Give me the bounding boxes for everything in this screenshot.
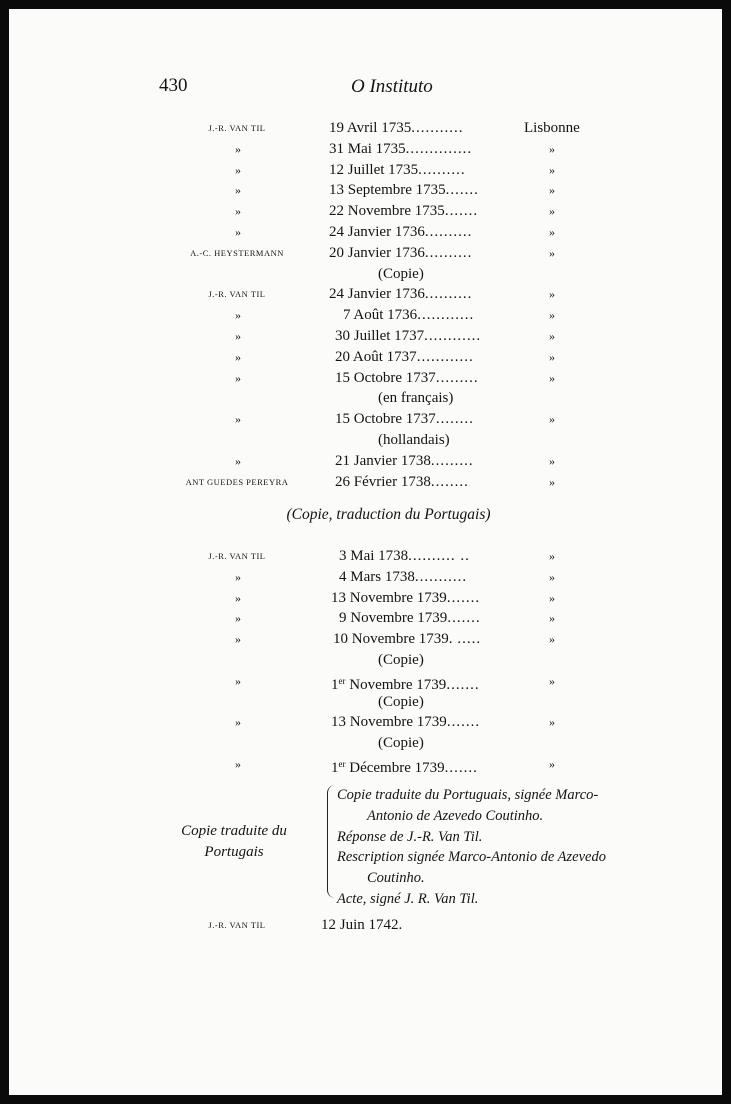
ditto-mark: » <box>549 162 555 177</box>
date: 1er Novembre 1739....... <box>331 675 480 693</box>
letter-list <box>9 118 722 492</box>
ditto-mark: » <box>235 756 241 771</box>
ditto-mark: » <box>549 224 555 239</box>
brace-line-text: Réponse de J.-R. Van Til. <box>337 828 483 845</box>
brace-label: Copie traduite du Portugais <box>181 823 287 860</box>
ditto-mark: » <box>549 756 555 771</box>
brace-icon <box>327 785 336 898</box>
ditto-mark: » <box>235 370 241 385</box>
ditto-mark: » <box>235 224 241 239</box>
summary-brace <box>9 785 722 905</box>
letter-list-2 <box>9 546 722 775</box>
ditto-mark: » <box>549 370 555 385</box>
list-item <box>9 347 722 368</box>
date: 12 Juillet 1735.......... <box>329 161 466 178</box>
ditto-mark: » <box>549 474 555 489</box>
note: (en français) <box>378 390 454 407</box>
note: (Copie) <box>378 735 424 752</box>
ditto-mark: » <box>549 183 555 198</box>
ditto-mark: » <box>549 715 555 730</box>
list-item <box>9 608 722 629</box>
author: J.-R. VAN TIL <box>208 551 266 561</box>
ditto-mark: » <box>235 308 241 323</box>
ditto-mark: » <box>235 590 241 605</box>
list-item <box>9 222 722 243</box>
place: Lisbonne <box>524 120 580 136</box>
ditto-mark: » <box>549 673 555 688</box>
date: 24 Janvier 1736.......... <box>329 286 473 303</box>
ditto-mark: » <box>235 162 241 177</box>
note: (Copie) <box>378 693 424 710</box>
date: 21 Janvier 1738......... <box>335 452 474 469</box>
ditto-mark: » <box>549 141 555 156</box>
list-item-note <box>9 692 722 713</box>
date: 7 Août 1736............ <box>343 307 475 324</box>
author: A.-C. HEYSTERMANN <box>190 247 284 258</box>
note: (Copie) <box>378 651 424 668</box>
list-item <box>9 588 722 609</box>
ditto-mark: » <box>235 569 241 584</box>
brace-line-text: Copie traduite du Portuguais, signée Marco- <box>337 787 599 803</box>
document-page <box>9 9 722 1095</box>
list-item <box>9 160 722 181</box>
ditto-mark: » <box>549 549 555 563</box>
brace-line-text: Coutinho. <box>367 870 425 887</box>
brace-line-text: Antonio de Azevedo Coutinho. <box>367 807 544 824</box>
ditto-mark: » <box>549 611 555 626</box>
list-item <box>9 243 722 264</box>
date: 24 Janvier 1736.......... <box>329 223 473 240</box>
date: 31 Mai 1735.............. <box>329 140 473 157</box>
ditto-mark: » <box>549 590 555 605</box>
note: (Copie) <box>378 265 424 282</box>
ditto-mark: » <box>235 183 241 198</box>
list-item <box>9 201 722 222</box>
date: 20 Août 1737............ <box>335 348 474 365</box>
page-header <box>9 75 722 105</box>
ditto-mark: » <box>235 673 241 688</box>
ditto-mark: » <box>235 632 241 647</box>
ditto-mark: » <box>549 308 555 323</box>
ditto-mark: » <box>549 632 555 647</box>
ditto-mark: » <box>235 412 241 427</box>
note: (hollandais) <box>378 431 450 448</box>
list-item <box>9 409 722 430</box>
section-title: (Copie, traduction du Portugais) <box>286 506 491 523</box>
brace-line-text: Acte, signé J. R. Van Til. <box>337 890 479 907</box>
brace-items <box>337 785 606 910</box>
ditto-mark: » <box>235 715 241 730</box>
date: 13 Novembre 1739....... <box>331 589 481 606</box>
list-item-note <box>9 650 722 671</box>
date: 15 Octobre 1737........ <box>335 411 474 428</box>
list-item-note <box>9 388 722 409</box>
list-item <box>9 326 722 347</box>
list-item <box>9 567 722 588</box>
date: 1er Décembre 1739....... <box>331 758 478 776</box>
list-item <box>9 472 722 493</box>
list-item-note <box>9 430 722 451</box>
list-item <box>9 917 722 939</box>
ditto-mark: » <box>235 328 241 343</box>
date: 22 Novembre 1735....... <box>329 203 479 220</box>
ditto-mark: » <box>549 287 555 302</box>
author: J.-R. VAN TIL <box>208 289 266 300</box>
date: 30 Juillet 1737............ <box>335 327 482 344</box>
list-item <box>9 629 722 650</box>
list-item <box>9 546 722 567</box>
list-item-note <box>9 733 722 754</box>
ditto-mark: » <box>549 412 555 427</box>
list-item <box>9 305 722 326</box>
list-item <box>9 118 722 139</box>
list-item <box>9 671 722 692</box>
ditto-mark: » <box>235 611 241 626</box>
author: J.-R. VAN TIL <box>208 920 266 930</box>
ditto-mark: » <box>549 328 555 343</box>
list-item <box>9 284 722 305</box>
ditto-mark: » <box>235 141 241 156</box>
list-item <box>9 451 722 472</box>
ditto-mark: » <box>235 349 241 364</box>
date: 10 Novembre 1739. ..... <box>333 631 482 648</box>
ditto-mark: » <box>549 349 555 364</box>
ditto-mark: » <box>549 453 555 468</box>
author: ANT GUEDES PEREYRA <box>185 476 289 487</box>
list-item <box>9 180 722 201</box>
page-number: 430 <box>159 75 188 96</box>
list-item-note <box>9 264 722 285</box>
list-item <box>9 139 722 160</box>
date: 9 Novembre 1739....... <box>339 610 481 627</box>
list-item <box>9 712 722 733</box>
date: 12 Juin 1742. <box>321 917 403 933</box>
brace-line-text: Rescription signée Marco-Antonio de Azevedo <box>337 849 606 866</box>
date: 19 Avril 1735........... <box>329 120 464 136</box>
date: 13 Septembre 1735....... <box>329 182 479 199</box>
date: 3 Mai 1738.......... .. <box>339 548 470 564</box>
author: J.-R. VAN TIL <box>208 123 266 133</box>
date: 26 Février 1738........ <box>335 473 469 490</box>
ditto-mark: » <box>549 245 555 260</box>
ditto-mark: » <box>235 204 241 219</box>
list-item <box>9 754 722 775</box>
date: 15 Octobre 1737......... <box>335 369 479 386</box>
ditto-mark: » <box>549 569 555 584</box>
ditto-mark: » <box>549 204 555 219</box>
date: 4 Mars 1738........... <box>339 568 468 585</box>
list-item <box>9 368 722 389</box>
date: 13 Novembre 1739....... <box>331 714 481 731</box>
date: 20 Janvier 1736.......... <box>329 244 473 261</box>
running-title: O Instituto <box>351 76 433 97</box>
ditto-mark: » <box>235 453 241 468</box>
